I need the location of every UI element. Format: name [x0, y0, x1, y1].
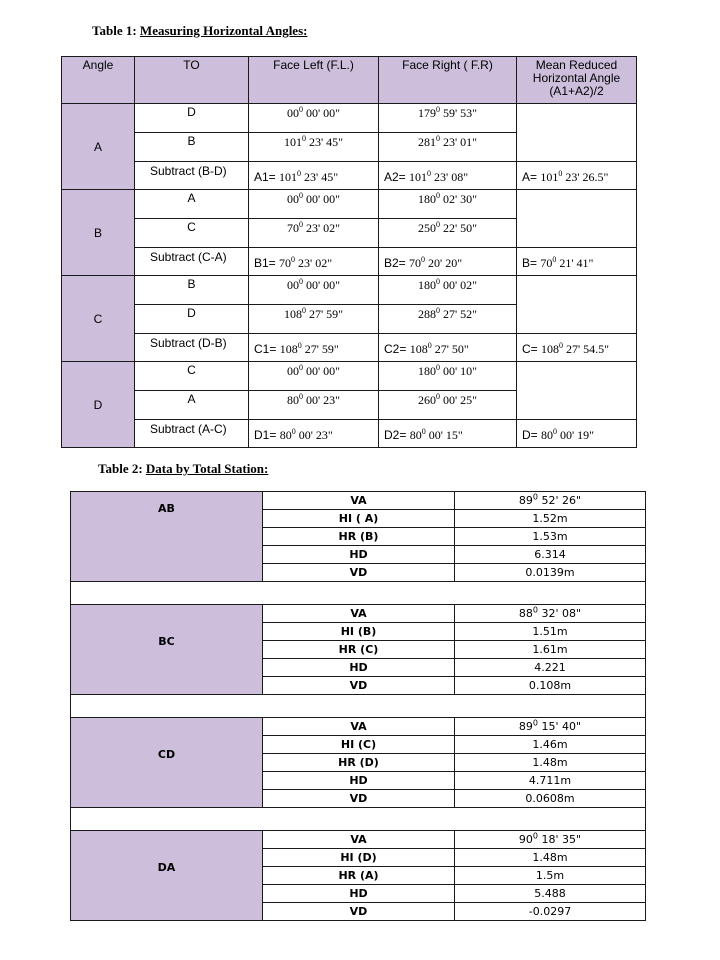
subtract-cell: Subtract (A-C): [135, 420, 249, 448]
degree-sign: 0: [298, 220, 303, 229]
table2-caption: [98, 461, 268, 477]
face-left-cell: [249, 276, 379, 305]
measure-value: 4.711m: [455, 772, 646, 790]
degrees: 89: [518, 720, 533, 733]
degrees: 250: [417, 221, 436, 235]
face-right-result-cell: [379, 334, 517, 362]
angle-value: [540, 170, 608, 184]
degrees: 108: [283, 307, 302, 321]
measure-value: 1.48m: [455, 754, 646, 772]
value-label: A=: [522, 170, 541, 184]
to-cell: B: [135, 276, 249, 305]
value-label: D1=: [254, 428, 280, 442]
degrees: 00: [286, 106, 299, 120]
degrees: 180: [417, 278, 436, 292]
table2-row: [71, 718, 646, 736]
degree-sign: 0: [435, 191, 440, 200]
minutes-seconds: 23' 26.5": [562, 170, 609, 184]
minutes-seconds: 21' 41": [556, 256, 594, 270]
value-label: D=: [522, 428, 542, 442]
header-face-left: Face Left (F.L.): [249, 57, 379, 104]
table1-subtract-row: [62, 248, 637, 276]
measure-value: [455, 492, 646, 510]
measure-key: VA: [263, 831, 455, 849]
to-cell: C: [135, 219, 249, 248]
degree-sign: 0: [301, 306, 306, 315]
angle-value: [279, 256, 332, 270]
value-label: C2=: [384, 342, 410, 356]
degree-sign: 0: [553, 427, 558, 436]
degree-sign: 0: [435, 277, 440, 286]
angle-value: [541, 342, 609, 356]
minutes-seconds: 27' 52": [439, 307, 478, 321]
angle-value: [409, 170, 468, 184]
table1-row: [62, 104, 637, 133]
table2-spacer-row: [71, 695, 646, 718]
minutes-seconds: 18' 35": [538, 833, 582, 846]
degree-sign: 0: [421, 255, 426, 264]
degrees: 88: [518, 607, 533, 620]
measure-value: -0.0297: [455, 903, 646, 921]
header-angle: Angle: [62, 57, 135, 104]
measure-value: [455, 718, 646, 736]
minutes-seconds: 00' 19": [557, 428, 595, 442]
measure-key: HI ( A): [263, 510, 455, 528]
degrees: 70: [279, 256, 292, 270]
table1-row: [62, 276, 637, 305]
minutes-seconds: 23' 45": [305, 135, 344, 149]
table1-caption-title: Measuring Horizontal Angles:: [139, 23, 308, 38]
face-left-result-cell: [249, 248, 379, 276]
mean-empty-cell: [517, 190, 637, 248]
measure-value: 1.53m: [455, 528, 646, 546]
degrees: 00: [286, 364, 299, 378]
measure-key: HD: [263, 885, 455, 903]
value-label: C=: [522, 342, 542, 356]
measure-key: HR (D): [263, 754, 455, 772]
minutes-seconds: 02' 30": [439, 192, 478, 206]
minutes-seconds: 00' 15": [425, 428, 463, 442]
measure-value: 1.52m: [455, 510, 646, 528]
face-left-cell: [249, 391, 379, 420]
minutes-seconds: 00' 25": [439, 393, 478, 407]
minutes-seconds: 00' 02": [439, 278, 478, 292]
minutes-seconds: 59' 53": [439, 106, 478, 120]
face-right-result-cell: [379, 248, 517, 276]
segment-bc: BC: [71, 605, 263, 695]
minutes-seconds: 00' 23": [302, 393, 341, 407]
degrees: 89: [518, 494, 533, 507]
mean-empty-cell: [517, 104, 637, 162]
face-right-result-cell: [379, 162, 517, 190]
degree-sign: 0: [435, 363, 440, 372]
face-left-cell: [249, 190, 379, 219]
to-cell: B: [135, 133, 249, 162]
measure-key: VD: [263, 790, 455, 808]
minutes-seconds: 00' 23": [295, 428, 333, 442]
degree-sign: 0: [435, 306, 440, 315]
face-left-cell: [249, 104, 379, 133]
header-face-right: Face Right ( F.R): [379, 57, 517, 104]
degree-sign: 0: [427, 169, 432, 178]
table2-spacer-row: [71, 582, 646, 605]
degree-sign: 0: [532, 492, 538, 502]
minutes-seconds: 23' 08": [431, 170, 469, 184]
degree-sign: 0: [291, 427, 296, 436]
angle-cell-c: C: [62, 276, 135, 362]
measure-key: HI (D): [263, 849, 455, 867]
measure-value: 1.51m: [455, 623, 646, 641]
degrees: 80: [409, 428, 422, 442]
minutes-seconds: 00' 00": [302, 278, 341, 292]
header-mean-line-1: Mean Reduced: [535, 58, 618, 72]
table2-spacer-row: [71, 808, 646, 831]
angle-value: [280, 428, 333, 442]
measure-value: 0.108m: [455, 677, 646, 695]
minutes-seconds: 27' 54.5": [563, 342, 610, 356]
table2-row: [71, 492, 646, 510]
degrees: 180: [417, 192, 436, 206]
degree-sign: 0: [552, 255, 557, 264]
angle-value: [409, 256, 462, 270]
minutes-seconds: 15' 40": [538, 720, 582, 733]
degree-sign: 0: [298, 277, 303, 286]
degrees: 80: [541, 428, 554, 442]
degrees: 00: [286, 278, 299, 292]
face-left-cell: [249, 133, 379, 162]
degree-sign: 0: [435, 134, 440, 143]
angle-cell-a: A: [62, 104, 135, 190]
face-right-cell: [379, 133, 517, 162]
spacer-cell: [71, 582, 646, 605]
subtract-cell: Subtract (D-B): [135, 334, 249, 362]
total-station-table: [70, 491, 646, 921]
degrees: 108: [279, 342, 298, 356]
measure-key: HD: [263, 659, 455, 677]
value-label: B2=: [384, 256, 410, 270]
to-cell: A: [135, 391, 249, 420]
value-label: D2=: [384, 428, 410, 442]
degrees: 101: [283, 135, 302, 149]
measure-value: 0.0608m: [455, 790, 646, 808]
to-cell: C: [135, 362, 249, 391]
angle-value: [279, 170, 338, 184]
minutes-seconds: 32' 08": [538, 607, 582, 620]
header-mean-line-3: (A1+A2)/2: [549, 84, 604, 98]
degree-sign: 0: [298, 363, 303, 372]
to-cell: D: [135, 305, 249, 334]
mean-empty-cell: [517, 276, 637, 334]
face-right-cell: [379, 276, 517, 305]
measure-value: 1.61m: [455, 641, 646, 659]
measure-key: HI (C): [263, 736, 455, 754]
degree-sign: 0: [558, 169, 563, 178]
header-to: TO: [135, 57, 249, 104]
mean-result-cell: [517, 162, 637, 190]
angle-value: [410, 428, 463, 442]
degrees: 00: [286, 192, 299, 206]
value-label: C1=: [254, 342, 280, 356]
minutes-seconds: 23' 02": [295, 256, 333, 270]
degree-sign: 0: [435, 220, 440, 229]
subtract-cell: Subtract (C-A): [135, 248, 249, 276]
table1-caption: [92, 23, 307, 39]
measure-key: HD: [263, 546, 455, 564]
face-right-cell: [379, 305, 517, 334]
degree-sign: 0: [532, 605, 538, 615]
table1-row: [62, 190, 637, 219]
measure-key: HD: [263, 772, 455, 790]
face-right-cell: [379, 391, 517, 420]
degrees: 70: [540, 256, 553, 270]
minutes-seconds: 00' 00": [302, 106, 341, 120]
minutes-seconds: 27' 50": [431, 342, 469, 356]
degrees: 179: [417, 106, 436, 120]
face-right-result-cell: [379, 420, 517, 448]
measure-key: VA: [263, 605, 455, 623]
degrees: 70: [286, 221, 299, 235]
minutes-seconds: 22' 50": [439, 221, 478, 235]
measure-key: VA: [263, 492, 455, 510]
spacer-cell: [71, 808, 646, 831]
degrees: 80: [286, 393, 299, 407]
degrees: 288: [417, 307, 436, 321]
degree-sign: 0: [297, 169, 302, 178]
angle-value: [540, 256, 593, 270]
mean-result-cell: [517, 248, 637, 276]
measure-key: HI (B): [263, 623, 455, 641]
measure-key: VD: [263, 903, 455, 921]
degrees: 180: [417, 364, 436, 378]
measure-value: [455, 831, 646, 849]
minutes-seconds: 23' 01": [439, 135, 478, 149]
degree-sign: 0: [532, 718, 538, 728]
minutes-seconds: 52' 26": [538, 494, 582, 507]
value-label: A1=: [254, 170, 280, 184]
header-mean: [517, 57, 637, 104]
horizontal-angles-table: [61, 56, 637, 448]
degrees: 108: [409, 342, 428, 356]
measure-value: 1.48m: [455, 849, 646, 867]
table1-subtract-row: [62, 162, 637, 190]
degrees: 80: [279, 428, 292, 442]
measure-key: HR (A): [263, 867, 455, 885]
segment-cd: CD: [71, 718, 263, 808]
measure-key: VA: [263, 718, 455, 736]
degrees: 101: [409, 170, 428, 184]
degree-sign: 0: [301, 134, 306, 143]
measure-value: [455, 605, 646, 623]
measure-key: HR (C): [263, 641, 455, 659]
minutes-seconds: 00' 10": [439, 364, 478, 378]
face-right-cell: [379, 362, 517, 391]
measure-value: 5.488: [455, 885, 646, 903]
table2-caption-prefix: Table 2:: [98, 461, 146, 476]
to-cell: D: [135, 104, 249, 133]
face-left-cell: [249, 305, 379, 334]
segment-ab: AB: [71, 492, 263, 582]
degrees: 101: [540, 170, 559, 184]
measure-value: 0.0139m: [455, 564, 646, 582]
table2-row: [71, 605, 646, 623]
value-label: B=: [522, 256, 541, 270]
degree-sign: 0: [559, 341, 564, 350]
degree-sign: 0: [532, 831, 538, 841]
spacer-cell: [71, 695, 646, 718]
degrees: 101: [279, 170, 298, 184]
value-label: A2=: [384, 170, 410, 184]
face-right-cell: [379, 104, 517, 133]
degree-sign: 0: [435, 105, 440, 114]
angle-value: [541, 428, 594, 442]
angle-value: [410, 342, 469, 356]
degree-sign: 0: [291, 255, 296, 264]
degree-sign: 0: [297, 341, 302, 350]
degree-sign: 0: [421, 427, 426, 436]
angle-cell-b: B: [62, 190, 135, 276]
minutes-seconds: 23' 45": [301, 170, 339, 184]
segment-da: DA: [71, 831, 263, 921]
face-left-cell: [249, 219, 379, 248]
face-left-result-cell: [249, 162, 379, 190]
minutes-seconds: 27' 59": [305, 307, 344, 321]
angle-value: [280, 342, 339, 356]
mean-result-cell: [517, 334, 637, 362]
face-left-result-cell: [249, 334, 379, 362]
degree-sign: 0: [435, 392, 440, 401]
mean-empty-cell: [517, 362, 637, 420]
minutes-seconds: 00' 00": [302, 364, 341, 378]
degree-sign: 0: [298, 392, 303, 401]
degree-sign: 0: [298, 105, 303, 114]
face-left-result-cell: [249, 420, 379, 448]
face-right-cell: [379, 219, 517, 248]
measure-value: 1.5m: [455, 867, 646, 885]
table1-caption-prefix: Table 1:: [92, 23, 140, 38]
minutes-seconds: 20' 20": [425, 256, 463, 270]
minutes-seconds: 23' 02": [302, 221, 341, 235]
measure-key: HR (B): [263, 528, 455, 546]
table1-header-row: [62, 57, 637, 104]
to-cell: A: [135, 190, 249, 219]
measure-value: 6.314: [455, 546, 646, 564]
value-label: B1=: [254, 256, 280, 270]
table2-row: [71, 831, 646, 849]
table1-subtract-row: [62, 334, 637, 362]
table1-row: [62, 362, 637, 391]
face-right-cell: [379, 190, 517, 219]
degree-sign: 0: [427, 341, 432, 350]
mean-result-cell: [517, 420, 637, 448]
face-left-cell: [249, 362, 379, 391]
degrees: 108: [541, 342, 560, 356]
header-mean-line-2: Horizontal Angle: [532, 71, 621, 85]
measure-value: 4.221: [455, 659, 646, 677]
degrees: 70: [409, 256, 422, 270]
degree-sign: 0: [298, 191, 303, 200]
minutes-seconds: 27' 59": [301, 342, 339, 356]
table1-subtract-row: [62, 420, 637, 448]
measure-key: VD: [263, 564, 455, 582]
subtract-cell: Subtract (B-D): [135, 162, 249, 190]
measure-value: 1.46m: [455, 736, 646, 754]
measure-key: VD: [263, 677, 455, 695]
degrees: 260: [417, 393, 436, 407]
degrees: 90: [518, 833, 533, 846]
minutes-seconds: 00' 00": [302, 192, 341, 206]
angle-cell-d: D: [62, 362, 135, 448]
table2-caption-title: Data by Total Station:: [145, 461, 269, 476]
degrees: 281: [417, 135, 436, 149]
